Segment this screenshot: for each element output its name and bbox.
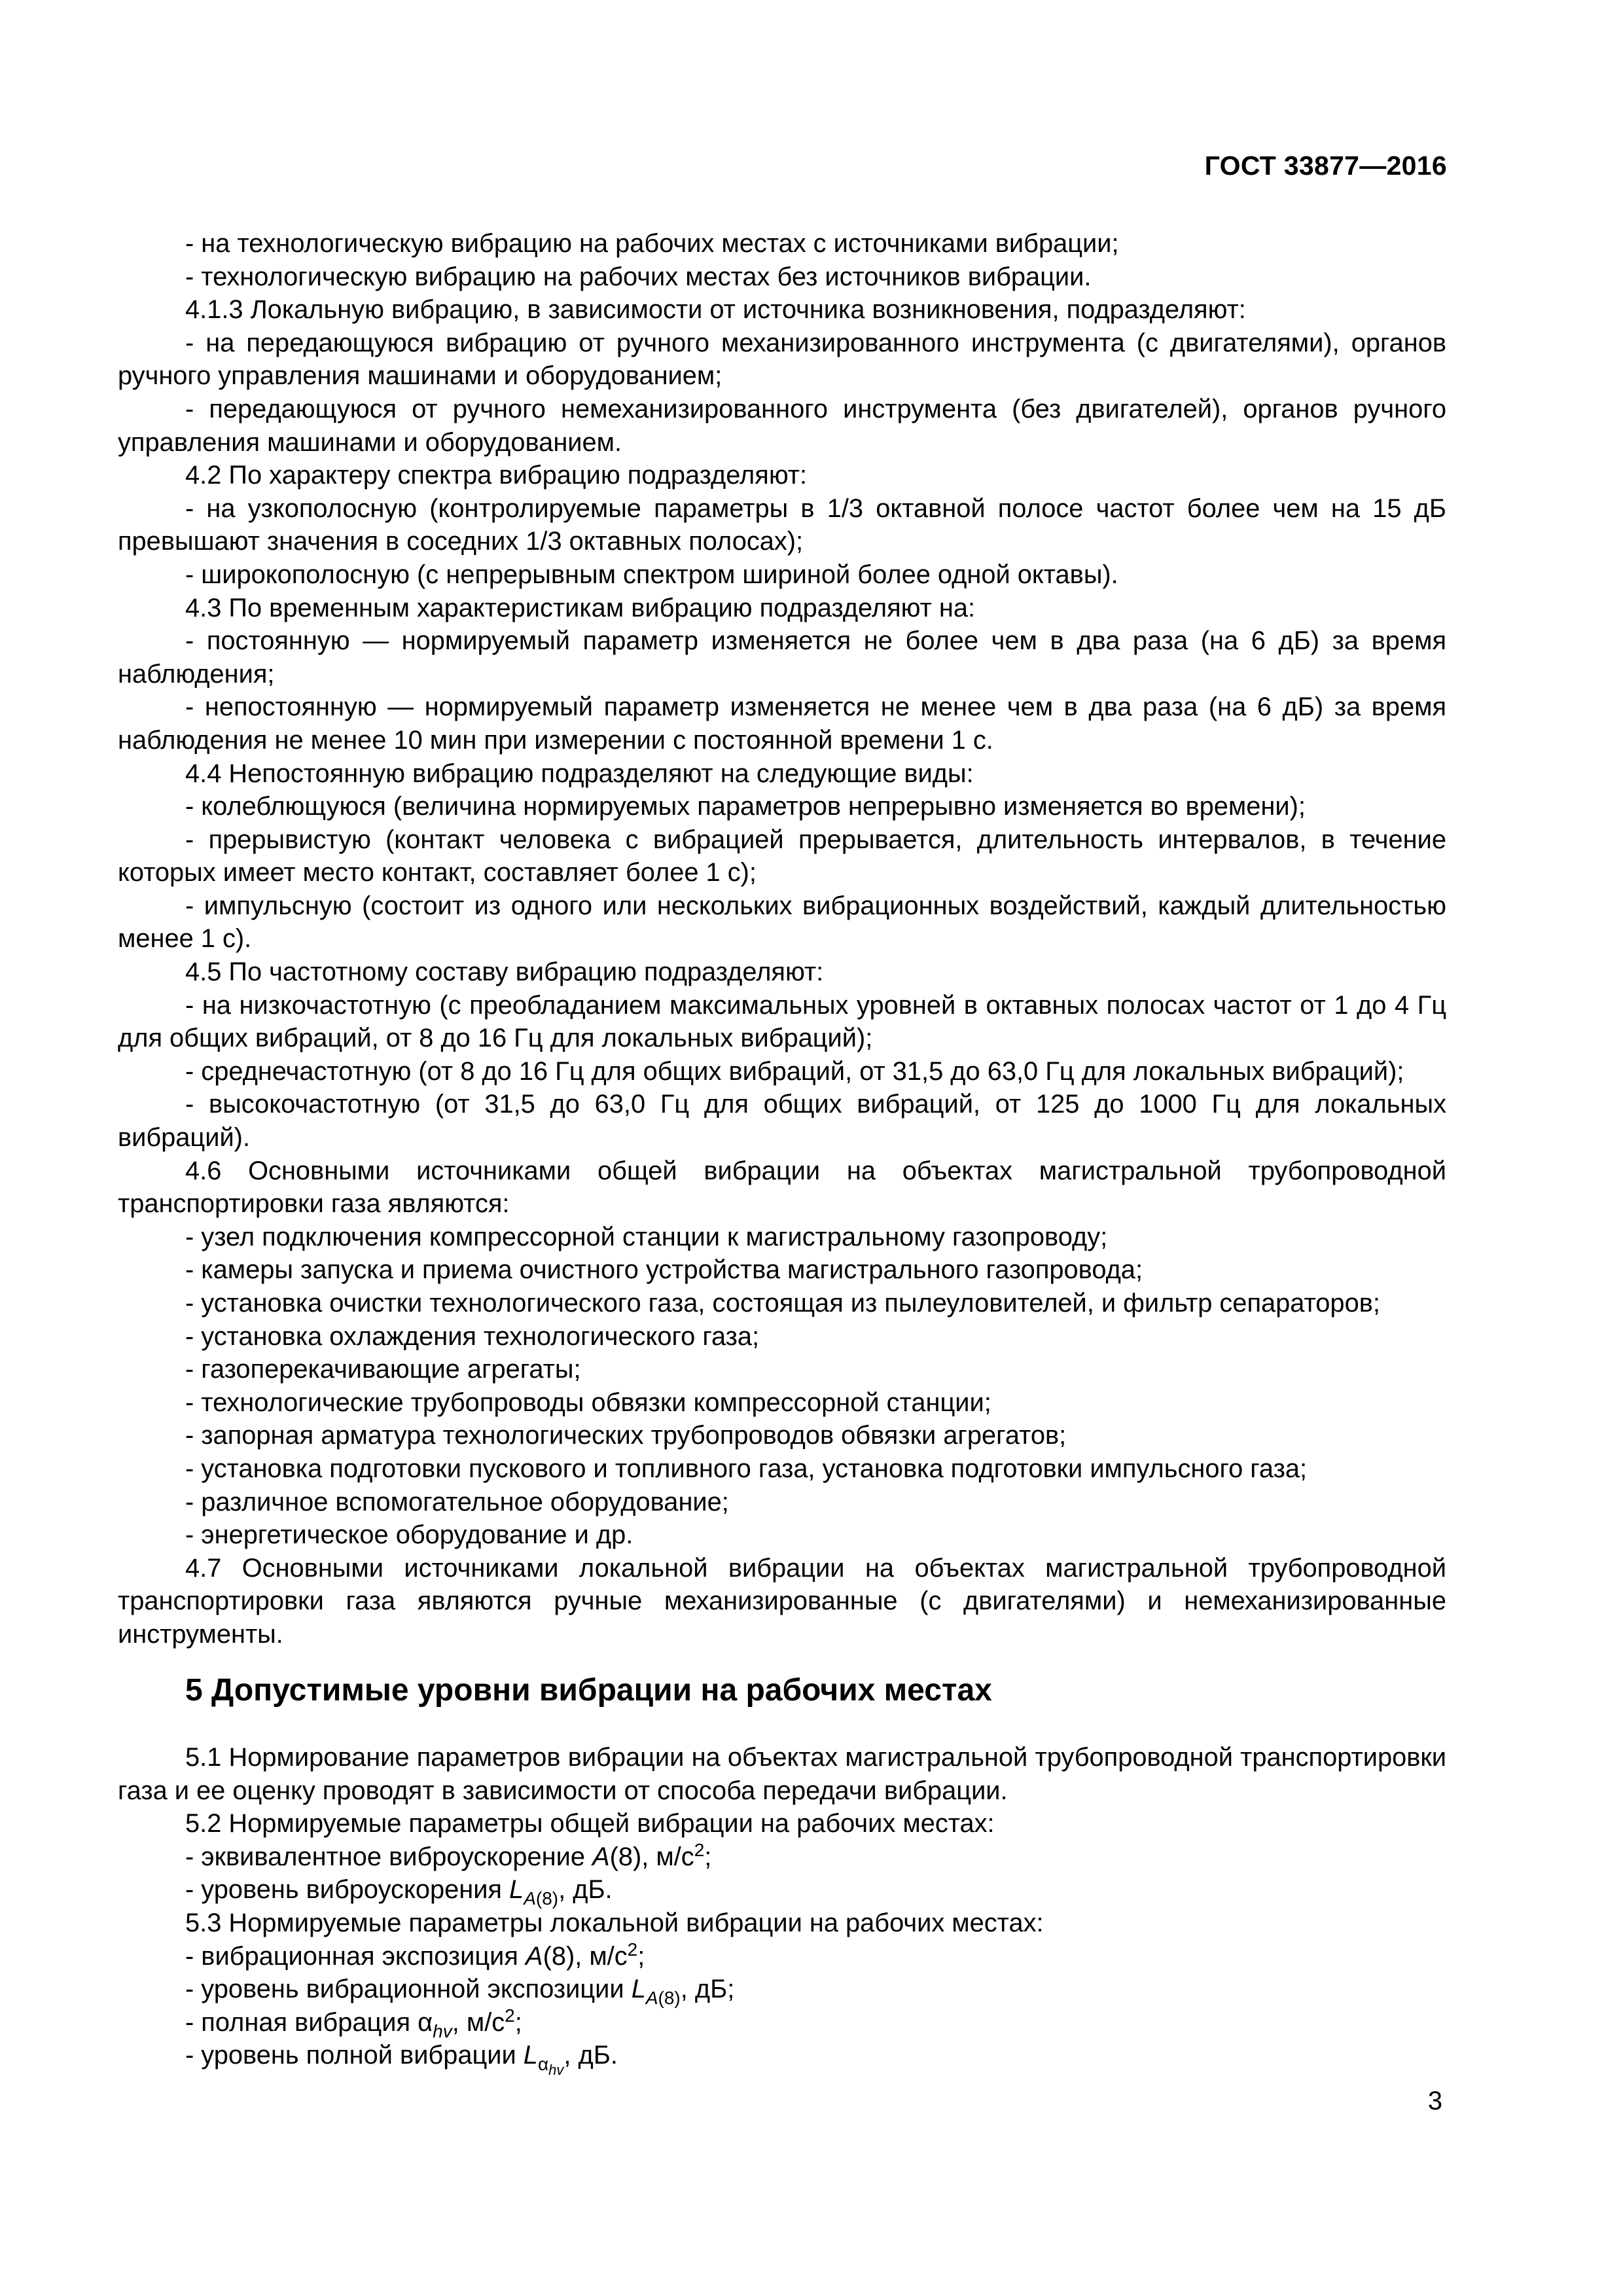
paragraph: - энергетическое оборудование и др. [185, 1520, 633, 1550]
list-item-equivalent-acceleration: - эквивалентное виброускорение A(8), $м/с^2$; [185, 1839, 712, 1871]
paragraph: - на передающуюся вибрацию от ручного механизированного инструмента (с двигателями), органов ручного управления машинами и оборудованием; [118, 328, 1446, 391]
list-item-acceleration-level: - уровень виброускорения $L_{A(8)}$, дБ. [185, 1875, 613, 1909]
paragraph: - непостоянную — нормируемый параметр изменяется не менее чем в два раза (на 6 дБ) за время наблюдения не менее 10 мин при измерении с постоянной времени 1 с. [118, 692, 1446, 755]
list-item-exposure-level: - уровень вибрационной экспозиции $L_{A(8)}$, дБ; [185, 1975, 735, 2009]
list-item-full-vibration-level: - уровень полной вибрации $L_{\alpha_{hv}}$, дБ. [185, 2041, 618, 2079]
paragraph: - установка подготовки пускового и топливного газа, установка подготовки импульсного газа; [185, 1454, 1308, 1483]
paragraph: - технологические трубопроводы обвязки компрессорной станции; [185, 1388, 991, 1417]
paragraph: - среднечастотную (от 8 до 16 Гц для общих вибраций, от 31,5 до 63,0 Гц для локальных вибраций); [185, 1056, 1404, 1086]
paragraph: - газоперекачивающие агрегаты; [185, 1355, 581, 1384]
main-text [118, 227, 1446, 1651]
paragraph: - технологическую вибрацию на рабочих местах без источников вибрации. [185, 262, 1092, 291]
document-code: ГОСТ 33877—2016 [1204, 151, 1447, 181]
paragraph: - запорная арматура технологических трубопроводов обвязки агрегатов; [185, 1421, 1067, 1450]
paragraph: 5.1 Нормирование параметров вибрации на объектах магистральной трубопроводной транспортировки газа и ее оценку проводят в зависимости от способа передачи вибрации. [118, 1743, 1446, 1805]
paragraph: - камеры запуска и приема очистного устройства магистрального газопровода; [185, 1255, 1143, 1285]
paragraph: 4.4 Непостоянную вибрацию подразделяют на следующие виды: [185, 759, 974, 788]
paragraph: - узел подключения компрессорной станции к магистральному газопроводу; [185, 1222, 1108, 1251]
paragraph: - широкополосную (с непрерывным спектром шириной более одной октавы). [185, 560, 1118, 589]
paragraph: 4.2 По характеру спектра вибрацию подразделяют: [185, 461, 808, 490]
paragraph: - на узкополосную (контролируемые параметры в 1/3 октавной полосе частот более чем на 15 дБ превышают значения в соседних 1/3 октавных полосах); [118, 493, 1446, 556]
paragraph: - импульсную (состоит из одного или нескольких вибрационных воздействий, каждый длительностью менее 1 с). [118, 891, 1446, 954]
paragraph: - установка охлаждения технологического газа; [185, 1321, 760, 1351]
paragraph: 5.2 Нормируемые параметры общей вибрации на рабочих местах: [185, 1809, 995, 1839]
section-heading: 5 Допустимые уровни вибрации на рабочих местах [185, 1673, 992, 1708]
paragraph: - прерывистую (контакт человека с вибрацией прерывается, длительность интервалов, в течение которых имеет место контакт, составляет более 1 с); [118, 825, 1446, 888]
paragraph: 4.1.3 Локальную вибрацию, в зависимости от источника возникновения, подразделяют: [185, 295, 1246, 325]
list-item-vibration-exposure: - вибрационная экспозиция A(8), $м/с^2$; [185, 1939, 645, 1971]
paragraph: 5.3 Нормируемые параметры локальной вибрации на рабочих местах: [185, 1908, 1044, 1937]
paragraph: - колеблющуюся (величина нормируемых параметров непрерывно изменяется во времени); [185, 792, 1306, 821]
paragraph: - на низкочастотную (с преобладанием максимальных уровней в октавных полосах частот от 1 до 4 Гц для общих вибраций, от 8 до 16 Гц для локальных вибраций); [118, 990, 1446, 1053]
paragraph: - на технологическую вибрацию на рабочих местах с источниками вибрации; [185, 229, 1119, 258]
paragraph: - постоянную — нормируемый параметр изменяется не более чем в два раза (на 6 дБ) за время наблюдения; [118, 626, 1446, 689]
list-item-full-vibration: - полная вибрация $\alpha_{hv}$, $м/с^2$; [185, 2005, 522, 2041]
section-5-text [118, 1741, 1446, 2079]
paragraph: - установка очистки технологического газа, состоящая из пылеуловителей, и фильтр сепараторов; [185, 1289, 1380, 1318]
paragraph: 4.6 Основными источниками общей вибрации на объектах магистральной трубопроводной транспортировки газа являются: [118, 1156, 1446, 1219]
paragraph: 4.7 Основными источниками локальной вибрации на объектах магистральной трубопроводной транспортировки газа являются ручные механизированные (с двигателями) и немеханизированные инструменты. [118, 1553, 1446, 1649]
paragraph: - высокочастотную (от 31,5 до 63,0 Гц для общих вибраций, от 125 до 1000 Гц для локальных вибраций). [118, 1090, 1446, 1153]
paragraph: 4.3 По временным характеристикам вибрацию подразделяют на: [185, 593, 976, 622]
paragraph: - передающуюся от ручного немеханизированного инструмента (без двигателей), органов ручного управления машинами и оборудованием. [118, 394, 1446, 457]
paragraph: 4.5 По частотному составу вибрацию подразделяют: [185, 958, 824, 987]
page-number: 3 [1427, 2087, 1442, 2115]
paragraph: - различное вспомогательное оборудование; [185, 1487, 729, 1516]
